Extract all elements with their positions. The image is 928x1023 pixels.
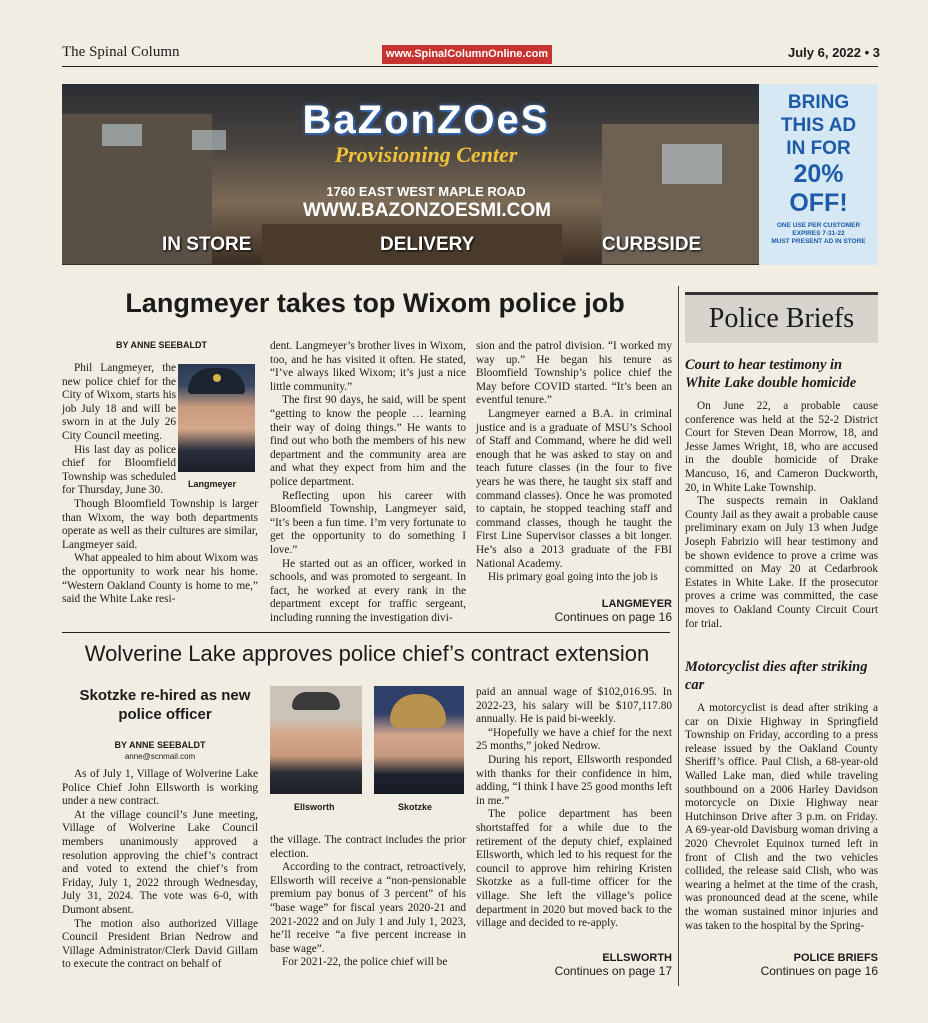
paragraph: The first 90 days, he said, will be spent “getting to know the people … learning their way of doing things.” He wants to find out who both the members of his new department and the community area are and what they expect from him and the police department.: [270, 394, 466, 488]
article1-column-2: [270, 340, 466, 625]
jump-key: LANGMEYER: [601, 598, 672, 610]
jump-key: ELLSWORTH: [602, 952, 672, 964]
paragraph: Langmeyer earned a B.A. in criminal justice and is a graduate of MSU’s School of Staff and Command, where he did well enough that he was asked to stay on and teach future classes (in the four to five years he was there, he taught six staff and command classes). Once he was promoted to captain, he stopped teaching staff and command classes, though he taught the First Line Supervisor classes a bit longer. He’s also a 2013 graduate of the FBI National Academy.: [476, 407, 672, 570]
ad-promo-panel: [759, 84, 878, 265]
article-divider: [62, 632, 670, 633]
paragraph: According to the contract, retroactively, Ellsworth will receive a “non-pensionable premium pay bonus of 3 percent” of his “base wage” for fiscal years 2020-21 and 2021-2022 and on July 1 and July 1, 2023, he’ll receive “a five percent increase in base wage”.: [270, 861, 466, 955]
paragraph: The police department has been shortstaffed for a while due to the retirement of the deputy chief, explained Ellsworth, which led to his request for the council to approve him rehiring Kristen Skotzke as a full-time officer for the village. She left the village’s police department in 2020 but moved back to the village and decided to re-apply.: [476, 808, 672, 930]
paragraph: His primary goal going into the job is: [488, 571, 658, 584]
article2-column-2: [270, 834, 466, 970]
header-rule: [62, 66, 878, 67]
issue-date-page: July 6, 2022 • 3: [787, 45, 880, 60]
langmeyer-caption: Langmeyer: [188, 479, 237, 489]
paragraph: He started out as an officer, worked in schools, and was promoted to sergeant. In fact, he worked at every rank in the department except for traffic sergeant, including running the investigation divi-: [270, 557, 466, 624]
promo-line-2: THIS AD: [780, 115, 857, 136]
paragraph: The motion also authorized Village Council President Brian Nedrow and Village Administrator/Clerk David Gillam to execute the contract on behalf of: [62, 917, 258, 971]
jump-text: Continues on page 16: [760, 964, 878, 978]
paragraph: What appealed to him about Wixom was the opportunity to work near his home. “Western Oakland County is home to me,” said the White Lake resi-: [62, 552, 258, 606]
paragraph: A motorcyclist is dead after striking a car on Dixie Highway in Springfield Township on Friday, according to a press release issued by the Oakland County Sheriff’s office. Paul Clish, a 68-year-old Walled Lake man, died while traveling southbound on a 2006 Harley Davidson motorcycle on Dixie Highway near Hutchinson Drive after 3 p.m. on Friday. A 69-year-old Davisburg woman driving a 2020 Chevrolet Equinox turned left in front of Clish and the two vehicles collided, the release said Clish, who was wearing a helmet at the time of the crash, was pronounced dead at the scene, while the woman sustained minor injuries and was taken to the hospital by the Spring-: [685, 702, 878, 932]
paragraph: Reflecting upon his career with Bloomfield Township, Langmeyer said, “It’s been a fun time. I’m very fortunate to get the opportunity to do something I love.”: [270, 489, 466, 556]
paragraph: As of July 1, Village of Wolverine Lake Police Chief John Ellsworth is working under a new contract.: [62, 768, 258, 808]
promo-off: OFF!: [789, 189, 848, 217]
ad-website: WWW.BAZONZOESMI.COM: [302, 200, 552, 221]
paragraph: the village. The contract includes the prior election.: [270, 834, 466, 860]
article1-jump[interactable]: [476, 598, 672, 624]
ad-mode-delivery: DELIVERY: [380, 234, 475, 255]
paragraph: dent. Langmeyer’s brother lives in Wixom, too, and he has visited it often. He stated, “I’ve always liked Wixom; it’s just a nice little community.”: [270, 340, 466, 393]
promo-fine-3: MUST PRESENT AD IN STORE: [771, 238, 866, 245]
ad-subtitle: Provisioning Center: [334, 142, 518, 167]
police-briefs-title: Police Briefs: [685, 292, 878, 343]
brief2-headline: Motorcyclist dies after striking car: [685, 659, 868, 693]
article1-headline: Langmeyer takes top Wixom police job: [125, 288, 625, 318]
paragraph: On June 22, a probable cause conference was held at the 52-2 District Court for Steven Dean Morrow, 18, and Jesse James Wright, 18, who are accused in the double homicide of Drake Mancuso, 16, and Cameron Duckworth, 20, in White Lake Township.: [685, 400, 878, 494]
article1-byline: BY ANNE SEEBALDT: [116, 340, 208, 350]
article2-column-1: [62, 768, 258, 972]
promo-line-1: BRING: [787, 92, 850, 113]
paragraph: Phil Langmeyer, the new police chief for the City of Wixom, starts his job July 18 and will be sworn in at the July 26 City Council meeting.: [62, 362, 176, 442]
article2-jump[interactable]: [476, 952, 672, 978]
promo-line-3: IN FOR: [786, 138, 851, 159]
ad-logo: BaZonZOeS: [302, 98, 550, 142]
brief2: [685, 658, 878, 933]
promo-percent: 20%: [793, 160, 844, 188]
skotzke-caption: Skotzke: [398, 802, 433, 812]
paragraph: For 2021-22, the police chief will be: [282, 956, 448, 969]
paragraph: At the village council’s June meeting, Village of Wolverine Lake Council members unanimously approved a resolution approving the chief’s contract and voted to extend the chief’s from Friday, July 1, 2022 through Wednesday, July 31, 2024. The vote was 6-0, with Dumont absent.: [62, 808, 258, 916]
article2-headline: Wolverine Lake approves police chief’s contract extension: [84, 641, 650, 666]
article1-column-1: [62, 362, 258, 607]
bazonzoes-ad: [62, 84, 878, 265]
skotzke-photo: [374, 686, 464, 794]
article2-column-3: [476, 686, 672, 931]
brief1-headline: Court to hear testimony in White Lake double homicide: [685, 357, 857, 391]
paragraph: “Hopefully we have a chief for the next 25 months,” joked Nedrow.: [476, 726, 672, 753]
promo-fine-2: EXPIRES 7-31-22: [792, 230, 845, 237]
paragraph: His last day as police chief for Bloomfield Township was scheduled for Thursday, June 30.: [62, 443, 176, 497]
jump-key: POLICE BRIEFS: [793, 952, 878, 964]
jump-text: Continues on page 16: [554, 610, 672, 624]
ellsworth-photo: [270, 686, 362, 794]
paragraph: Though Bloomfield Township is larger than Wixom, the way both departments operate as well as their cultures are similar, Langmeyer said.: [62, 497, 258, 551]
paragraph: sion and the patrol division. “I worked my way up.” He began his tenure as Bloomfield Township’s police chief the May before COVID started. “It’s been an eventful tenure.”: [476, 340, 672, 407]
article1-column-3: [476, 340, 672, 585]
promo-fine-1: ONE USE PER CUSTOMER: [776, 222, 861, 229]
article2-email[interactable]: anne@scnmail.com: [124, 752, 196, 761]
paragraph: During his report, Ellsworth responded with thanks for their confidence in him, adding, “I think I have 25 good months left in me.”: [476, 753, 672, 807]
ad-mode-in-store: IN STORE: [162, 234, 252, 255]
column-divider: [678, 286, 679, 986]
ellsworth-caption: Ellsworth: [294, 802, 335, 812]
brief1: [685, 356, 878, 631]
website-url[interactable]: www.SpinalColumnOnline.com: [382, 45, 552, 64]
ad-address: 1760 EAST WEST MAPLE ROAD: [326, 184, 526, 199]
article2-subhead: Skotzke re-hired as new police officer: [79, 687, 251, 723]
ad-mode-curbside: CURBSIDE: [602, 234, 702, 255]
paragraph: paid an annual wage of $102,016.95. In 2022-23, his salary will be $107,117.80 annually. He is paid bi-weekly.: [476, 686, 672, 726]
jump-text: Continues on page 17: [554, 964, 672, 978]
article2-byline: BY ANNE SEEBALDT: [114, 740, 206, 750]
masthead: The Spinal Column: [62, 44, 180, 60]
briefs-jump[interactable]: [685, 952, 878, 978]
paragraph: The suspects remain in Oakland County Jail as they await a probable cause preliminary exam on July 13 when Judge Joseph Fabrizio will hear testimony and be shown evidence to prove a crime was committed on May 20 at Cedarbrook Estates in White Lake. If the prosecutor proves a crime was committed, the case moves to Oakland County Circuit Court for trial.: [685, 495, 878, 630]
